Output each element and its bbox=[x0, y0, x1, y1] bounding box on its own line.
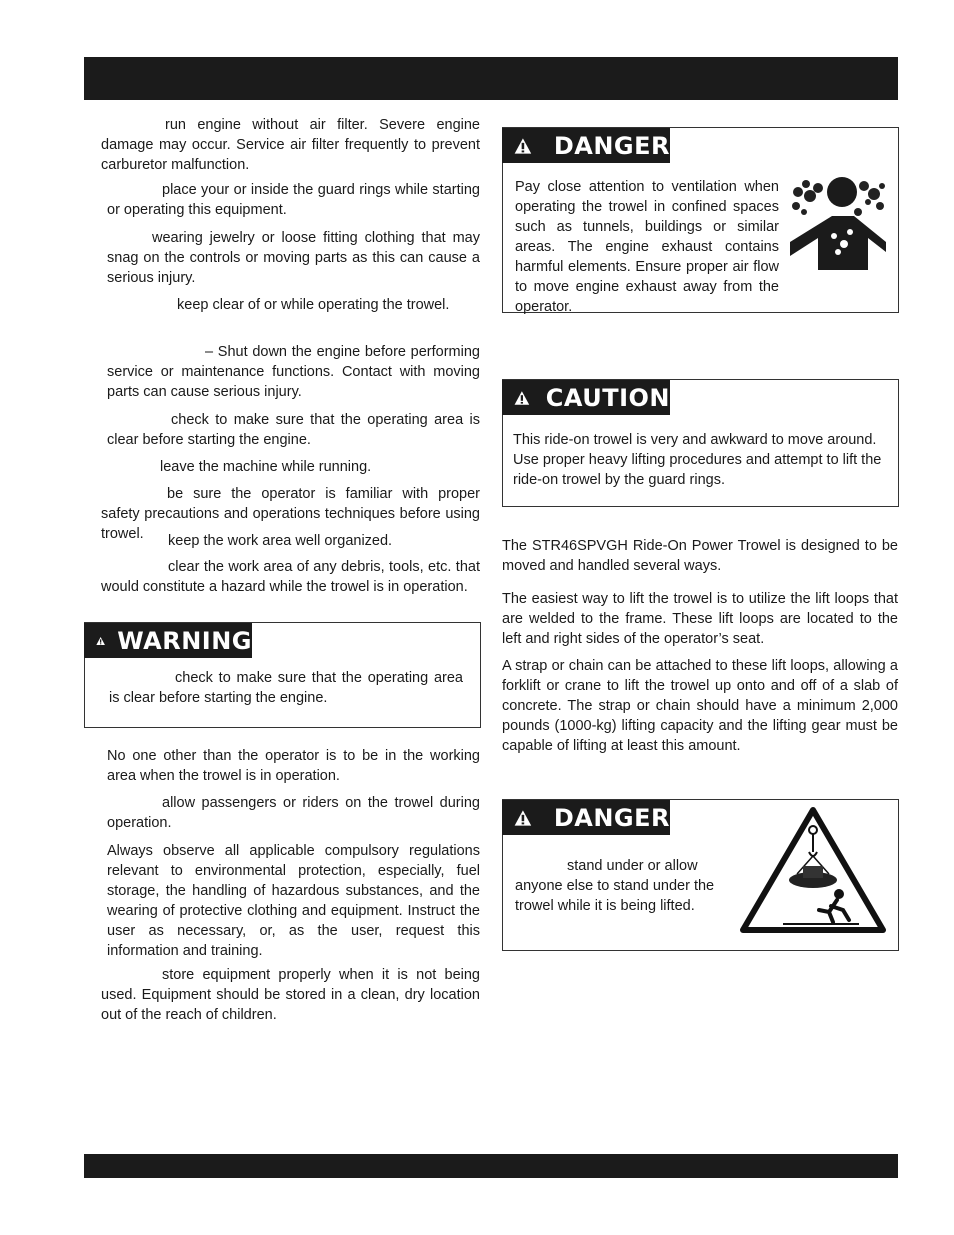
danger-box-lifting bbox=[502, 799, 899, 951]
danger-text-lifting: stand under or allow anyone else to stand under the trowel while it is being lifted. bbox=[515, 858, 715, 914]
strap-chain-paragraph: A strap or chain can be attached to these lift loops, allowing a forklift or crane to lift the trowel up onto and off of a slab of concrete. The strap or chain should have a minimum 2,000 pounds (1000-kg) lifting capacity and the lifting gear must be capable of lifting at least this amount. bbox=[502, 658, 898, 754]
danger-triangle-icon bbox=[514, 133, 532, 159]
warning-label: WARNING bbox=[117, 626, 252, 655]
danger-triangle-icon bbox=[514, 805, 532, 831]
warning-header bbox=[84, 623, 252, 658]
caution-box bbox=[502, 379, 899, 507]
safety-item-working-area: No one other than the operator is to be in the working area when the trowel is in operation. bbox=[107, 748, 480, 784]
caution-triangle-icon bbox=[514, 385, 530, 411]
danger-text-ventilation: Pay close attention to ventilation when operating the trowel in confined spaces such as tunnels, buildings or similar areas. The engine exhaust contains harmful elements. Ensure proper air flow to move engine exhaust away from the operator. bbox=[515, 179, 779, 315]
lifting-intro-paragraph: The STR46SPVGH Ride-On Power Trowel is designed to be moved and handled several ways. bbox=[502, 538, 898, 574]
safety-item-air-filter: run engine without air filter. Severe engine damage may occur. Service air filter frequently to prevent carburetor malfunction. bbox=[101, 117, 480, 173]
safety-item-regulations: Always observe all applicable compulsory regulations relevant to environmental protection, especially, fuel storage, the handling of hazardous substances, and the wearing of protective clothing and equipment. Instruct the user as necessary, or, as the user, request this information and training. bbox=[107, 843, 480, 959]
safety-item-clear-debris: clear the work area of any debris, tools, etc. that would constitute a hazard while the trowel is in operation. bbox=[101, 559, 480, 595]
safety-item-operating-area: check to make sure that the operating area is clear before starting the engine. bbox=[107, 412, 480, 448]
danger-box-ventilation bbox=[502, 127, 899, 313]
warning-box bbox=[84, 622, 481, 728]
danger-header-2 bbox=[502, 800, 670, 835]
danger-label-1: DANGER bbox=[553, 131, 670, 160]
safety-item-shut-down: – Shut down the engine before performing service or maintenance functions. Contact with moving parts can cause serious injury. bbox=[107, 344, 480, 400]
safety-item-jewelry: wearing jewelry or loose fitting clothing that may snag on the controls or moving parts as this can cause a serious injury. bbox=[107, 230, 480, 286]
safety-item-organized: keep the work area well organized. bbox=[168, 533, 393, 549]
lift-loops-paragraph: The easiest way to lift the trowel is to utilize the lift loops that are welded to the frame. These lift loops are located to the left and right sides of the operator’s seat. bbox=[502, 591, 898, 647]
suspended-load-hazard-icon bbox=[739, 806, 887, 934]
caution-header bbox=[502, 380, 670, 415]
warning-text: check to make sure that the operating area is clear before starting the engine. bbox=[109, 670, 463, 706]
header-bar bbox=[84, 57, 898, 100]
safety-item-storage: store equipment properly when it is not being used. Equipment should be stored in a clean, dry location out of the reach of children. bbox=[101, 967, 480, 1023]
safety-item-guard-rings: place your or inside the guard rings while starting or operating this equipment. bbox=[107, 182, 480, 218]
safety-item-operator-familiar: be sure the operator is familiar with proper safety precautions and operations techniques before using trowel. bbox=[101, 486, 480, 542]
safety-item-passengers: allow passengers or riders on the trowel during operation. bbox=[107, 795, 480, 831]
warning-triangle-icon bbox=[96, 628, 105, 654]
danger-header-1 bbox=[502, 128, 670, 163]
safety-item-keep-clear: keep clear of or while operating the trowel. bbox=[177, 297, 450, 313]
caution-label: CAUTION bbox=[545, 383, 670, 412]
danger-label-2: DANGER bbox=[553, 803, 670, 832]
caution-text: This ride-on trowel is very and awkward to move around. Use proper heavy lifting procedures and attempt to lift the ride-on trowel by the guard rings. bbox=[513, 432, 882, 488]
exhaust-fumes-person-icon bbox=[788, 172, 888, 272]
safety-item-leave-machine: leave the machine while running. bbox=[160, 459, 372, 475]
footer-bar bbox=[84, 1154, 898, 1178]
